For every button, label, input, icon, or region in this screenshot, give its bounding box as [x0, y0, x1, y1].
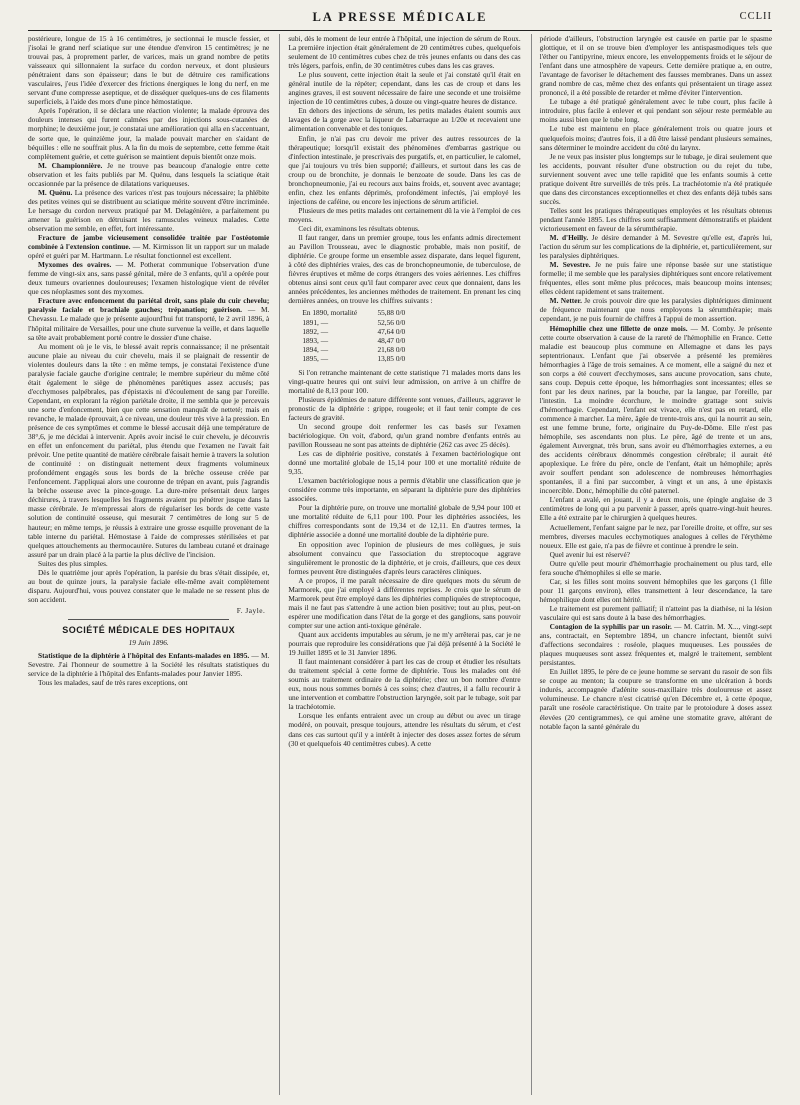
- paragraph: Hémophilie chez une fillette de onze mois. — M. Comby. Je présente cette courte observation à cause de la rareté de l'hémophilie en France. Cette maladie est beaucoup plus commune en Allemagne et dans les pays septentrionaux. L'enfant que j'ai observée a présenté les premières hémorrhagies à l'âge de trois semaines. A ce moment, elle a saigné du nez et son corps a été couvert d'ecchymoses, sans aucune provocation, sans chute, sans coup. Depuis cette époque, les hémorrhagies sont incessantes; elles se font par les deux narines, par la bouche, par la langue, par l'oreille, par l'intestin. La moindre écorchure, le moindre grattage sont suivis d'hémorrhagie. Cependant, l'enfant est vivace, elle n'est pas en retard, elle commence à marcher. La mère, âgée de trente-trois ans, qui la nourrit au sein, est une femme brune, forte, originaire du Puy-de-Dôme. Elle n'est pas hémophile, ses ascendants non plus. Le père, âgé de trente et un ans, également Auvergnat, très brun, sans avoir eu d'hémorrhagies externes, a eu des accidents cérébraux dénommés congestion cérébrale; il aurait été apoplexique. Le frère du père, oncle de l'enfant, était un hémophile; après avoir souffert pendant son adolescence de nombreuses hémorrhagies spontanées, il a fini par succomber, à vingt et un ans, à une épistaxis incoercible. Donc, hémophilie du côté paternel.: [539, 323, 772, 496]
- speaker-name: M. Quénu.: [38, 187, 73, 197]
- paragraph: postérieure, longue de 15 à 16 centimètres, je sectionnai le muscle fessier, et j'isolai le grand nerf sciatique sur une étendue d'environ 15 centimètres; je ne trouvai pas, à proprement parler, de varices, mais un grand nombre de petits vaisseaux qui sillonnaient la surface du cordon nerveux, et dont plusieurs pénétraient dans son épaisseur; dans le but de détruire ces ramifications vasculaires, j'eus l'idée d'exercer des frictions énergiques le long du nerf, en me servant d'une compresse aseptique, et de disséquer quelques-uns de ces filaments superficiels, à l'aide des mors d'une pince hémostatique.: [28, 34, 270, 107]
- paragraph: Myxomes des ovaires. — M. Potherat communique l'observation d'une femme de vingt-six ans, sans passé génital, mère de 3 enfants, qu'il a opérée pour deux tumeurs ovariennes douloureuses; l'examen histologique vient de révéler que ces néoplasmes sont des myxomes.: [28, 260, 270, 297]
- table-row: [298, 318, 409, 327]
- table-cell: 52,56 0/0: [377, 317, 406, 327]
- section-divider: [68, 619, 229, 620]
- paragraph: Fracture avec enfoncement du pariétal droit, sans plaie du cuir chevelu; paralysie faciale et brachiale gauches; trépanation; guérison. — M. Chevassu. Le malade que je présente aujourd'hui fut transporté, le 2 avril 1896, à l'hôpital militaire de Versailles, pour une chute survenue la veille, et dans laquelle sa tête avait probablement porté contre le dossier d'une chaise.: [28, 296, 270, 342]
- paragraph: Contagion de la syphilis par un rasoir. — M. Catrin. M. X..., vingt-sept ans, contractait, en Septembre 1894, un chancre infectant, bientôt suivi d'affections secondaires : roséole, plaques muqueuses. Les poussées de plaques muqueuses sont assez fréquentes et, malgré le traitement, semblent persistantes.: [539, 622, 772, 668]
- section-date: 19 Juin 1896.: [128, 638, 169, 648]
- paragraph: Plusieurs de mes petits malades ont certainement dû la vie à l'emploi de ces moyens.: [288, 205, 521, 224]
- topic-title: Fracture de jambe vicieusement consolidée traitée par l'ostéotomie combinée à l'extension continue.: [28, 233, 270, 252]
- paragraph: M. Netter. Je crois pouvoir dire que les paralysies diphtériques diminuent de fréquence maintenant que nous employons la sérumthérapie; mais cependant, je ne puis fournir de chiffres à l'appui de mon assertion.: [539, 296, 772, 324]
- paragraph: En dehors des injections de sérum, les petits malades étaient soumis aux lavages de la gorge avec la liqueur de Labarraque au 1/20e et recevaient une alimentation convenable et des toniques.: [288, 106, 521, 134]
- paragraph: Enfin, je n'ai pas cru devoir me priver des autres ressources de la thérapeutique; lorsqu'il existait des phénomènes d'embarras gastrique ou d'infection intestinale, je prescrivais des purgatifs, et, en particulier, le calomel, que j'ai toujours vu très bien supporté; d'ailleurs, et surtout dans les cas de croup ou de bronchite, je donnais le benzoate de soude. Dans les cas de bronchopneumonie, j'ai eu recours aux bains froids, et, souvent avec avantage; enfin, chez les enfants déprimés, profondément infectés, j'ai employé les injections de caféine, ou encore les injections de sérum artificiel.: [288, 133, 521, 206]
- paragraph: M. Quénu. La présence des varices n'est pas toujours nécessaire; la phlébite des petites veines qui se distribuent au sciatique mérite souvent d'être incriminée. Le hersage du cordon nerveux pratiqué par M. Delagénière, a parfaitement pu amener la guérison en détruisant les ramuscules veineux malades. Cette observation me semble, en effet, fort intéressante.: [28, 187, 270, 233]
- paragraph: Actuellement, l'enfant saigne par le nez, par l'oreille droite, et offre, sur ses membres, diverses macules ecchymotiques analogues à celles de l'érythème noueux. Elle est gaie, n'a pas de fièvre et continue à prendre le sein.: [539, 522, 772, 550]
- paragraph: A ce propos, il me paraît nécessaire de dire quelques mots du sérum de Marmorek, que j'ai employé à différentes reprises. Je crois que le sérum de Marmorek peut être employé dans les diphtéries compliquées de streptocoque, mais il ne faut pas s'attendre à une action bien positive; tout au plus, peut-on espérer une modification dans l'état de la gorge et des ganglions, sans pouvoir compter sur une action anti-toxique générale.: [288, 575, 521, 630]
- paragraph: Pour la diphtérie pure, on trouve une mortalité globale de 9,94 pour 100 et une mortalité réduite de 6,11 pour 100. Pour les diphtéries associées, les chiffres correspondants sont de 19,34 et de 12,11. En d'autres termes, la diphtérie associée a donné une mortalité double de la diphtérie pure.: [288, 503, 521, 540]
- table-cell: 48,47 0/0: [377, 336, 406, 346]
- column-1: [28, 34, 269, 1095]
- paragraph: période d'ailleurs, l'obstruction laryngée est causée en partie par le spasme glottique, et il on se trouve bien d'employer les antispasmodiques tels que l'éther ou l'antipyrine, mieux encore, les enveloppements froids et le séjour de l'enfant dans une atmosphère de vapeurs. Cette dernière pratique a, en outre, l'avantage de favoriser le détachement des fausses membranes. Dans un assez grand nombre de cas, même chez des enfants qui présentaient un tirage assez prononcé, il a été possible de retarder et même d'éviter l'intervention.: [539, 34, 772, 98]
- paragraph: subi, dès le moment de leur entrée à l'hôpital, une injection de sérum de Roux. La première injection était généralement de 20 centimètres cubes, quelquefois seulement de 10 centimètres cubes chez de très jeunes enfants ou dans des cas très légers, parfois, enfin, de 30 centimètres cubes dans les cas graves.: [288, 34, 521, 71]
- paragraph: L'enfant a avalé, en jouant, il y a deux mois, une épingle anglaise de 3 centimètres de long qui a pu parvenir à passer, après quatre-vingt-huit heures. Elle a été extraite par le chirurgien à quelques heures.: [539, 495, 772, 523]
- column-3: [531, 34, 772, 1095]
- paragraph: Lorsque les enfants entraient avec un croup au début ou avec un tirage modéré, on pouvait, presque toujours, attendre les résultats du sérum, et c'est dans ces cas surtout qu'il y a intérêt à injecter des doses assez fortes de sérum (30 et quelquefois 40 centimètres cubes). A cette: [288, 711, 521, 748]
- article-columns: [28, 34, 772, 1095]
- paragraph: Les cas de diphtérie positive, constatés à l'examen bactériologique ont donné une mortalité globale de 15,14 pour 100 et une mortalité réduite de 9,35.: [288, 449, 521, 477]
- paragraph: Je ne veux pas insister plus longtemps sur le tubage, je dirai seulement que les accidents, pouvant résulter d'une obstruction ou du rejet du tube, surviennent souvent avec une telle rapidité que les enfants soumis à cette pratique doivent être surveillés de très près. La trachéotomie n'a été pratiquée que dans des circonstances exceptionnelles et chez des enfants déjà tubés sans succès.: [539, 151, 772, 206]
- table-row: [298, 336, 409, 345]
- paragraph: Car, si les filles sont moins souvent hémophiles que les garçons (1 fille pour 11 garçons environ), elles transmettent à leur descendance, la tare hémophilique dont elles ont hérité.: [539, 576, 772, 604]
- topic-title: Myxomes des ovaires.: [38, 260, 112, 270]
- table-row: [298, 308, 409, 317]
- table-row: [298, 345, 409, 354]
- paragraph: Suites des plus simples.: [38, 558, 108, 568]
- paragraph: En opposition avec l'opinion de plusieurs de mes collègues, je suis absolument convaincu que l'association du streptocoque aggrave singulièrement le pronostic de la diphtérie, et je crois, d'ailleurs, que ces deux formes peuvent être distinguées d'après leurs caractères cliniques.: [288, 539, 521, 576]
- paragraph: Dès le quatrième jour après l'opération, la parésie du bras s'était dissipée, et, au bout de quinze jours, la paralysie faciale elle-même avait complètement disparu. Aujourd'hui, vous pouvez constater que le malade ne se ressent plus de son accident.: [28, 567, 270, 604]
- journal-title: LA PRESSE MÉDICALE: [312, 10, 488, 24]
- table-cell: En 1890, mortalité: [302, 308, 358, 318]
- table-cell: 13,85 0/0: [377, 354, 406, 364]
- paragraph: Après l'opération, il se déclara une réaction violente; la malade éprouva des douleurs intenses qui furent calmées par des injections sous-cutanées de morphine; le deuxième jour, je constatai une amélioration qui alla en s'accentuant, de sorte que, le quinzième jour, la malade pouvait marcher en s'aidant de béquilles : elle ne souffrait plus. A la fin du mois de septembre, cette femme était complètement guérie, et cette guérison se maintient depuis bientôt onze mois.: [28, 106, 270, 161]
- paragraph: Si l'on retranche maintenant de cette statistique 71 malades morts dans les vingt-quatre heures qui ont suivi leur admission, on arrive à un chiffre de mortalité de 8,13 pour 100.: [288, 367, 521, 395]
- paragraph: Fracture de jambe vicieusement consolidée traitée par l'ostéotomie combinée à l'extension continue. — M. Kirmisson lit un rapport sur un malade opéré et guéri par M. Hartmann. Le résultat fonctionnel est excellent.: [28, 233, 270, 261]
- paragraph: Plusieurs épidémies de nature différente sont venues, d'ailleurs, aggraver le pronostic de la diphtérie : grippe, rougeole; et il faut tenir compte de ces facteurs de gravité.: [288, 394, 521, 422]
- paragraph: Le plus souvent, cette injection était la seule et j'ai constaté qu'il était en général inutile de la répéter; cependant, dans les cas de croup et dans les angines graves, il est souvent nécessaire de faire une seconde et une troisième injection de 10 centimètres cubes, à douze ou vingt-quatre heures de distance.: [288, 70, 521, 107]
- paragraph: Outre qu'elle peut mourir d'hémorrhagie prochainement ou plus tard, elle fera souche d'hémophiles si elle se marie.: [539, 558, 772, 577]
- paragraph: Quant aux accidents imputables au sérum, je ne m'y arrêterai pas, car je ne pourrais que reproduire les considérations que j'ai déjà présenté à la Société le 19 Juillet 1895 et le 31 Janvier 1896.: [288, 629, 521, 658]
- table-cell: 1895, —: [302, 354, 329, 364]
- paragraph: Au moment où je le vis, le blessé avait repris connaissance; il ne présentait aucune plaie au niveau du cuir chevelu, mais il se plaignait de ressentir de violentes douleurs dans la tête : en même temps, je constatai l'existence d'une paralysie faciale gauche d'origine centrale; le membre supérieur du même côté était également le siège de phénomènes parétiques assez accusés; pas d'ecchymoses palpébrales, pas d'épistaxis ni d'écoulement de sang par l'oreille. Cependant, en explorant la région pariétale droite, il me sembla que je percevais une sorte d'enfoncement, bien que cette sensation manquât de netteté; mais en revanche, le malade éprouvait, à ce niveau, une douleur très vive à la pression. En présence de ces symptômes et comme le blessé accusait déjà une température de 38°,6, je me décidai à intervenir. Après avoir incisé le cuir chevelu, je découvris en effet un enfoncement du pariétal, plus étendu que l'examen ne l'avait fait prévoir. Une petite quantité de matière cérébrale faisait hernie à travers la solution de continuité : on distinguait nettement deux fragments volumineux profondément engagés sous les bords de la brèche osseuse créée par l'enfoncement. J'appliquai alors une couronne de trépan en avant, puis j'agrandis la brèche osseuse avec la pince-gouge. La dure-mère présentait deux larges déchirures, à travers lesquelles les fragments avaient pu pénétrer jusque dans la masse cérébrale. Je m'empressai alors de régulariser les bords de cette vaste solution de continuité osseuse, qui mesurait 7 centimètres de long sur 5 de hauteur; en même temps, je réussis à extraire une grosse esquille provenant de la table interne du pariétal. Hémostase à l'aide de compresses stérilisées et par quelques attouchements au thermocautère. Sutures du lambeau cutané et drainage assuré par un drain placé à la partie la plus déclive de l'incision.: [28, 341, 270, 559]
- speaker-name: M. Championnière.: [38, 160, 103, 170]
- paragraph: Un second groupe doit renfermer les cas basés sur l'examen bactériologique. On voit, d'abord, qu'un grand nombre d'enfants entrés au pavillon Rousseau ne sont pas atteints de diphtérie (262 cas avec 25 décès).: [288, 421, 521, 449]
- column-2: [279, 34, 520, 1095]
- topic-title: Contagion de la syphilis par un rasoir.: [549, 622, 672, 632]
- paragraph: Il faut ranger, dans un premier groupe, tous les enfants admis directement au Pavillon Trousseau, avec le diagnostic probable, mais non positif, de diphtérie. Ce groupe forme un ensemble assez disparate, dans lequel figurent, à côté des diphtéries vraies, des cas de bronchopneumonie, de tuberculose, de fièvres éruptives et même de corps étrangers des voies aériennes. Les chiffres obtenus ainsi sont ceux qu'il faut comparer avec ceux que donnaient, dans les années précédentes, les anciennes méthodes de traitement. En prenant les cinq dernières années, on trouve les chiffres suivants :: [288, 233, 521, 306]
- table-cell: 55,88 0/0: [377, 308, 406, 318]
- paragraph: Tous les malades, sauf de très rares exceptions, ont: [38, 678, 188, 688]
- paragraph: Le traitement est purement palliatif; il n'atteint pas la diathèse, ni la lésion vasculaire qui est sans doute à la base des hémorrhagies.: [539, 603, 772, 622]
- paragraph: Statistique de la diphtérie à l'hôpital des Enfants-malades en 1895. — M. Sevestre. J'ai l'honneur de soumettre à la Société les résultats statistiques du service de la diphtérie à l'hôpital des Enfants-malades pour Janvier 1895.: [28, 651, 270, 679]
- table-cell: 47,64 0/0: [377, 326, 406, 336]
- speaker-name: M. Netter.: [549, 296, 582, 306]
- table-cell: 1891, —: [302, 317, 329, 327]
- topic-title: Statistique de la diphtérie à l'hôpital des Enfants-malades en 1895.: [38, 651, 250, 661]
- table-row: [298, 327, 409, 336]
- mortality-table: [298, 308, 409, 363]
- speaker-name: M. Sevestre.: [549, 260, 591, 270]
- table-cell: 1892, —: [302, 326, 329, 336]
- paragraph: Le tubage a été pratiqué généralement avec le tube court, plus facile à introduire, plus facile à enlever et qui pendant son séjour reste perméable au moins aussi bien que le tube long.: [539, 97, 772, 125]
- paragraph: Il faut maintenant considérer à part les cas de croup et étudier les résultats du traitement spécial à cette forme de diphtérie. Tous les malades ont été soumis au traitement ordinaire de la diphtérie; chez un bon nombre d'entre eux, nous nous sommes bornés à ces soins; chez d'autres, il a fallu recourir à une intervention et combattre l'obstruction laryngée, soit par le tubage, soit par la trachéotomie.: [288, 657, 521, 712]
- topic-title: Hémophilie chez une fillette de onze mois.: [549, 323, 688, 333]
- paragraph: M. Sevestre. Je ne puis faire une réponse basée sur une statistique formelle; il me semble que les paralysies diphtériques sont encore relativement fréquentes, elles sont même plus précoces, mais beaucoup moins intenses; elles cèdent rapidement et sans traitement.: [539, 260, 772, 297]
- speaker-name: M. d'Heilly.: [549, 233, 589, 243]
- paragraph: M. d'Heilly. Je désire demander à M. Sevestre qu'elle est, d'après lui, l'action du sérum sur les complications de la diphtérie, et, particulièrement, sur les paralysies diphtériques.: [539, 233, 772, 261]
- table-cell: 1894, —: [302, 345, 329, 355]
- author-signature: F. Jayle.: [236, 605, 266, 615]
- paragraph: M. Championnière. Je ne trouve pas beaucoup d'analogie entre cette observation et les faits publiés par M. Quénu, dans lesquels la sciatique était occasionnée par la présence de dilatations variqueuses.: [28, 160, 270, 188]
- paragraph: L'examen bactériologique nous a permis d'établir une classification que je considère comme très importante, en séparant la diphtérie pure des diphtéries associées.: [288, 476, 521, 504]
- paragraph: En Juillet 1895, le père de ce jeune homme se servant du rasoir de son fils se coupe au menton; la coupure se transforme en une ulcération à bords indurés, accompagnée d'adénite sous-maxillaire très douloureuse et assez volumineuse. Le chancre n'est cicatrisé qu'en Décembre et, à cette époque, paraît une roséole caractéristique. On traite par le protoiodure à doses assez élevées (20 centigrammes), ce qui amène une stomatite grave, altérant de notable façon la santé générale du: [539, 667, 772, 731]
- page-header: [28, 8, 772, 31]
- paragraph: Ceci dit, examinons les résultats obtenus.: [298, 223, 420, 233]
- paragraph: Telles sont les pratiques thérapeutiques employées et les résultats obtenus pendant l'année 1895. Les chiffres sont suffisamment démonstratifs et plaident victorieusement en faveur de la sérumthérapie.: [539, 205, 772, 233]
- table-cell: 1893, —: [302, 336, 329, 346]
- topic-title: Fracture avec enfoncement du pariétal droit, sans plaie du cuir chevelu; paralysie faciale et brachiale gauches; trépanation; guérison.: [28, 296, 270, 315]
- paragraph: Le tube est maintenu en place généralement trois ou quatre jours et quelquefois moins; d'autres fois, il a dû être laissé pendant plusieurs semaines, sans déterminer le moindre accident du côté du larynx.: [539, 124, 772, 152]
- section-title: SOCIÉTÉ MÉDICALE DES HOPITAUX: [62, 625, 236, 635]
- paragraph: Quel avenir lui est réservé?: [549, 549, 630, 559]
- table-cell: 21,68 0/0: [377, 345, 406, 355]
- table-row: [298, 354, 409, 363]
- page-number: CCLII: [739, 11, 772, 22]
